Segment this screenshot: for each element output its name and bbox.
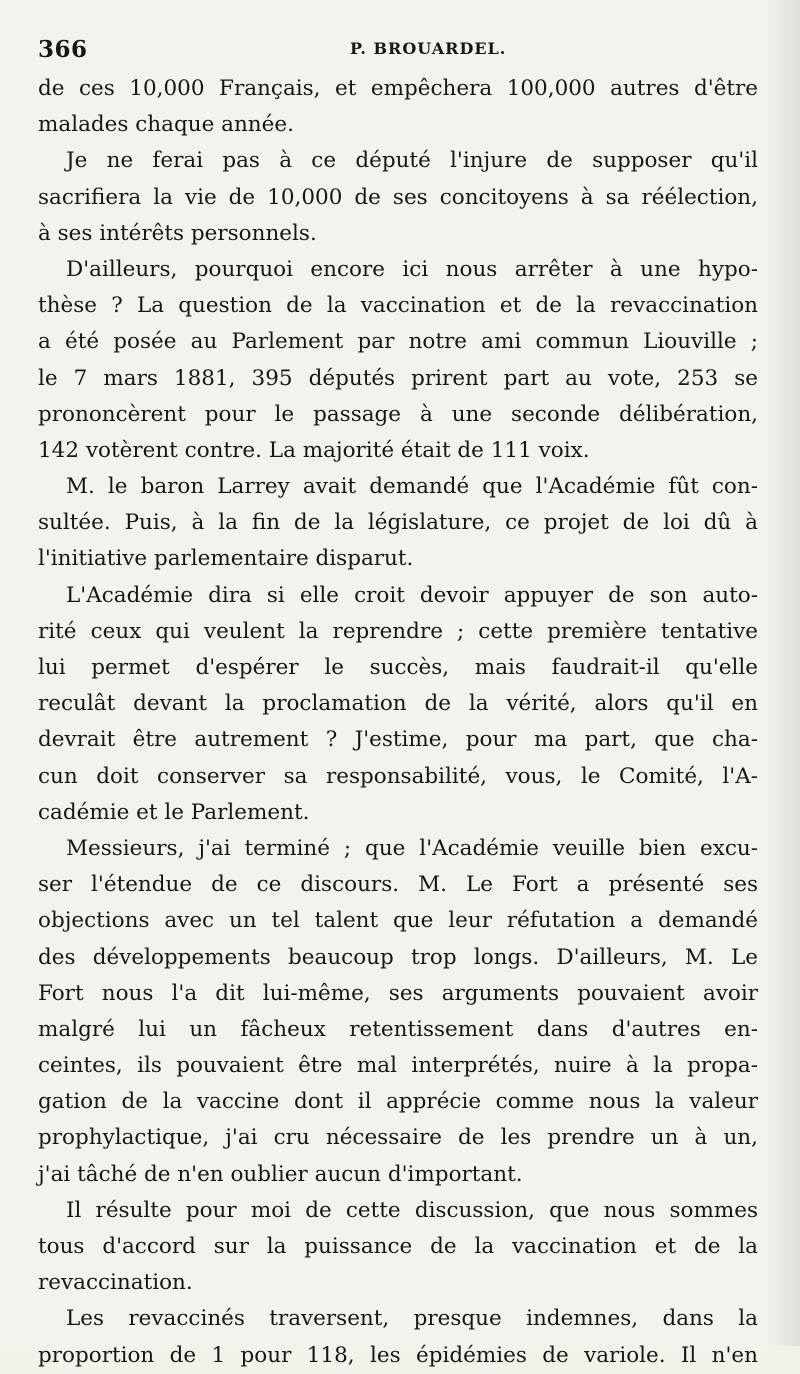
paragraph bbox=[38, 1301, 758, 1373]
text-line: malgré lui un fâcheux retentissement dans d'autres en- bbox=[38, 1016, 758, 1042]
text-line: ser l'étendue de ce discours. M. Le Fort a présenté ses bbox=[38, 872, 758, 898]
text-line: le 7 mars 1881, 395 députés prirent part au vote, 253 se bbox=[38, 365, 758, 391]
text-line: de ces 10,000 Français, et empêchera 100,000 autres d'être bbox=[38, 76, 758, 101]
text-line: j'ai tâché de n'en oublier aucun d'important. bbox=[38, 1161, 523, 1187]
text-line: prononcèrent pour le passage à une seconde délibération, bbox=[38, 401, 758, 427]
text-line: L'Académie dira si elle croit devoir appuyer de son auto- bbox=[66, 582, 758, 608]
text-line: ceintes, ils pouvaient être mal interprétés, nuire à la propa- bbox=[38, 1053, 758, 1079]
text-line: 142 votèrent contre. La majorité était de 111 voix. bbox=[38, 437, 590, 463]
text-line: Il résulte pour moi de cette discussion, que nous sommes bbox=[66, 1197, 758, 1223]
text-line: prophylactique, j'ai cru nécessaire de les prendre un à un, bbox=[38, 1125, 758, 1151]
text-line: rité ceux qui veulent la reprendre ; cette première tentative bbox=[38, 618, 758, 644]
text-line: sacrifiera la vie de 10,000 de ses concitoyens à sa réélection, bbox=[38, 184, 758, 210]
body-text bbox=[38, 71, 758, 1374]
text-line: thèse ? La question de la vaccination et de la revaccination bbox=[38, 293, 758, 319]
text-line: malades chaque année. bbox=[38, 112, 294, 138]
text-line: Les revaccinés traversent, presque indemnes, dans la bbox=[66, 1306, 758, 1332]
page-header bbox=[38, 36, 758, 70]
paragraph bbox=[38, 1193, 758, 1302]
text-line: cadémie et le Parlement. bbox=[38, 799, 310, 825]
text-line: lui permet d'espérer le succès, mais faudrait-il qu'elle bbox=[38, 655, 758, 680]
text-line: Messieurs, j'ai terminé ; que l'Académie veuille bien excu- bbox=[66, 835, 758, 861]
text-line: gation de la vaccine dont il apprécie comme nous la valeur bbox=[38, 1089, 758, 1115]
text-line: revaccination. bbox=[38, 1270, 193, 1296]
text-line: a été posée au Parlement par notre ami commun Liouville ; bbox=[38, 329, 758, 355]
paragraph bbox=[38, 578, 758, 831]
text-line: D'ailleurs, pourquoi encore ici nous arrêter à une hypo- bbox=[66, 256, 758, 282]
paragraph bbox=[38, 252, 758, 469]
paragraph bbox=[38, 831, 758, 1193]
text-line: des développements beaucoup trop longs. D'ailleurs, M. Le bbox=[38, 944, 758, 970]
page-number: 366 bbox=[38, 36, 88, 63]
text-line: tous d'accord sur la puissance de la vaccination et de la bbox=[38, 1234, 758, 1259]
text-line: Fort nous l'a dit lui-même, ses arguments pouvaient avoir bbox=[38, 980, 758, 1006]
text-line: cun doit conserver sa responsabilité, vous, le Comité, l'A- bbox=[38, 763, 758, 789]
text-line: objections avec un tel talent que leur réfutation a demandé bbox=[38, 908, 758, 934]
text-line: proportion de 1 pour 118, les épidémies de variole. Il n'en bbox=[38, 1342, 758, 1368]
text-line: l'initiative parlementaire disparut. bbox=[38, 546, 414, 572]
text-line: sultée. Puis, à la fin de la législature, ce projet de loi dû à bbox=[38, 510, 758, 536]
paragraph bbox=[38, 143, 758, 252]
text-line: devrait être autrement ? J'estime, pour ma part, que cha- bbox=[38, 727, 758, 753]
text-line: à ses intérêts personnels. bbox=[38, 220, 317, 246]
paragraph bbox=[38, 469, 758, 578]
paragraph bbox=[38, 71, 758, 143]
text-line: M. le baron Larrey avait demandé que l'Académie fût con- bbox=[66, 474, 758, 500]
text-line: reculât devant la proclamation de la vérité, alors qu'il en bbox=[38, 691, 758, 717]
running-head: P. BROUARDEL. bbox=[350, 39, 507, 58]
text-line: Je ne ferai pas à ce député l'injure de supposer qu'il bbox=[66, 148, 758, 174]
